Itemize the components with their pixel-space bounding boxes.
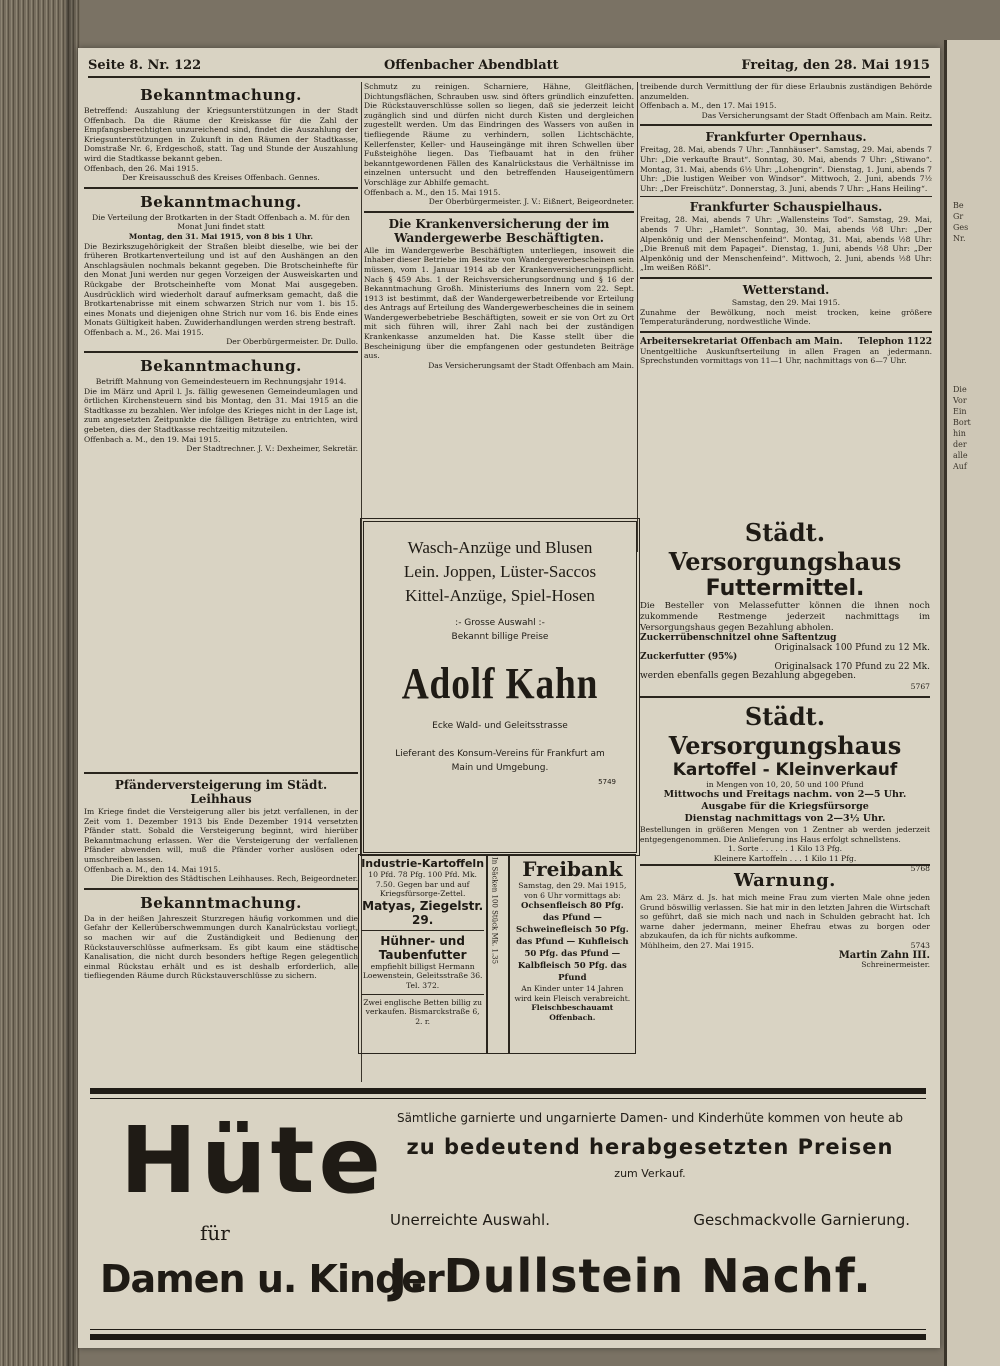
ad-title: Freibank — [522, 857, 623, 881]
ad-when: Dienstag nachmittags von 2—3½ Uhr. — [684, 813, 886, 825]
notice-body: Schmutz zu reinigen. Scharniere, Hähne, Gleitflächen, Dichtungsflächen, Schrauben usw. sind öfters gründlich einzufetten. Die Rückstauverschlüsse sollen so liegen, daß sie jederzeit leicht zugänglich sind und dürfen nicht durch Kisten und dergleichen zugestellt werden. Um das Eindringen des Wassers von außen in tiefliegende Räume zu verhindern, sollen Lichtschächte, Kellerfenster, Keller- und Hauseingänge mit ihren Schwellen über Fußsteighöhe liegen. Das Tiefbauamt hat in den früher bekanntgewordenen Fällen des Kanalrückstaus die Verhältnisse im einzelnen untersucht und den betreffenden Hauseigentümern Vorschläge zur Abhilfe gemacht. — [364, 82, 634, 187]
notice-signature-role: Schreinermeister. — [861, 960, 930, 970]
theater-title: Frankfurter Schauspielhaus. — [689, 200, 883, 215]
ad-line: Zuckerrübenschnitzel ohne Saftentzug — [640, 633, 837, 643]
ad-line: Kittel-Anzüge, Spiel-Hosen — [405, 586, 595, 605]
page-header — [88, 54, 930, 78]
page-edge-text: Ein — [953, 407, 967, 416]
notice-body: treibende durch Vermittlung der für diese Erlaubnis zuständigen Behörde anzumelden. — [640, 82, 932, 101]
notice-title: Bekanntmachung. — [140, 192, 302, 211]
column-rule — [637, 82, 638, 552]
page-edge-text: hin — [953, 429, 966, 438]
notice-signature: Martin Zahn III. — [838, 949, 930, 961]
notice-subtitle: Betrifft Mahnung von Gemeindesteuern im Rechnungsjahr 1914. — [95, 377, 347, 387]
ad-versorgungshaus — [640, 518, 930, 873]
notice-signature: Der Kreisausschuß des Kreises Offenbach. Gennes. — [122, 173, 320, 183]
ad-side-note — [487, 854, 508, 1054]
notice-signature: Das Versicherungsamt der Stadt Offenbach am Main. — [428, 360, 634, 370]
notice-title: Bekanntmachung. — [140, 86, 302, 104]
ad-body: Die Besteller von Melassefutter können die ihnen noch zukommende Restmenge jederzeit nachmittags im Versorgungshaus gegen Bezahlung abholen. — [640, 601, 930, 633]
ad-body: 10 Pfd. 78 Pfg. 100 Pfd. Mk. 7.50. Gegen bar und auf Kriegsfürsorge-Zettel. — [368, 870, 477, 899]
notice-signature: Die Direktion des Städtischen Leihhauses. Rech, Beigeordneter. — [110, 874, 358, 884]
column-1-lower — [84, 768, 358, 1108]
notice-date: Offenbach a. M., den 15. Mai 1915. — [364, 187, 501, 197]
notice-date: Offenbach, den 26. Mai 1915. — [84, 163, 199, 173]
notice-date: Mühlheim, den 27. Mai 1915. — [640, 940, 754, 950]
page-edge-text: Bort — [953, 418, 971, 427]
ad-line: in Mengen von 10, 20, 50 und 100 Pfund — [706, 779, 864, 789]
ad-title: Industrie-Kartoffeln — [361, 857, 485, 870]
ad-note: An Kinder unter 14 Jahren wird kein Fleisch verabreicht. — [514, 984, 631, 1003]
ad-right-note: Geschmackvolle Garnierung. — [693, 1211, 910, 1229]
header-title: Offenbacher Abendblatt — [383, 57, 559, 73]
ad-seller: Matyas, Ziegelstr. 29. — [362, 898, 484, 927]
ad-line: Bekannt billige Preise — [451, 632, 549, 642]
secretariat-heading — [640, 337, 932, 347]
theater-title: Frankfurter Opernhaus. — [705, 130, 867, 145]
notice-date: Offenbach a. M., 26. Mai 1915. — [84, 327, 204, 337]
ad-subtitle: Futtermittel. — [705, 576, 865, 601]
page-edge-text: Nr. — [953, 234, 966, 243]
notice-date: Offenbach a. M., den 19. Mai 1915. — [84, 434, 221, 444]
notice-date: Offenbach a. M., den 17. Mai 1915. — [640, 101, 777, 111]
weather-title: Wetterstand. — [742, 282, 830, 297]
ad-price: 1. Sorte . . . . . . 1 Kilo 13 Pfg. — [727, 844, 843, 854]
notice-warnung — [640, 860, 930, 970]
secretariat-title: Arbeitersekretariat Offenbach am Main. — [640, 336, 843, 347]
ad-company-name: Adolf Kahn — [401, 659, 599, 708]
ad-line: werden ebenfalls gegen Bezahlung abgegeben. — [640, 671, 857, 682]
ad-line: Wasch-Anzüge und Blusen — [407, 538, 593, 557]
page-edge-text: Vor — [953, 396, 967, 405]
secretariat-phone: Telephon 1122 — [857, 336, 932, 347]
notice-when: Montag, den 31. Mai 1915, von 8 bis 1 Uhr. — [128, 231, 314, 241]
ad-when: Mittwochs und Freitags nachm. von 2—5 Uhr. — [663, 789, 907, 801]
notice-body: Im Kriege findet die Versteigerung aller bis jetzt verfallenen, in der Zeit vom 1. Dezember 1913 bis Ende Dezember 1914 versetzten Pfänder statt. Sobald die Versteigerung beginnt, wird hierüber Bekanntmachung erlassen. Wer die Versteigerung der verfallenen Pfänder abwenden will, muß die Pfänder vorher auslösen oder umschreiben lassen. — [84, 807, 358, 864]
page-edge-text: Be — [953, 201, 964, 210]
notice-title: Bekanntmachung. — [140, 893, 302, 912]
page-edge-text: der — [953, 440, 967, 449]
notice-code: 5743 — [910, 940, 930, 950]
next-page-edge — [944, 40, 1000, 1366]
ad-body: Zwei englische Betten billig zu verkaufen. Bismarckstraße 6, 2. r. — [363, 997, 483, 1026]
theater-program: Freitag, 28. Mai, abends 7 Uhr: „Wallensteins Tod“. Samstag, 29. Mai, abends 7 Uhr: „Hamlet“. Sonntag, 30. Mai, abends ½8 Uhr: „Der Alpenkönig und der Menschenfeind“. Montag, 31. Mai, abends ½8 Uhr: „Die Brenuß mit dem Papagei“. Dienstag, 1. Juni, abends ½8 Uhr: „Der Alpenkönig und der Menschenfeind“. Mittwoch, 2. Juni, abends ½8 Uhr: „Im weißen Rößl“. — [640, 215, 932, 273]
ad-title: Hühner- und Taubenfutter — [378, 933, 467, 962]
ad-line: Originalsack 100 Pfund zu 12 Mk. — [774, 642, 930, 653]
page-edge-text: Die — [953, 385, 967, 394]
column-2 — [364, 82, 634, 542]
ad-line: Lein. Joppen, Lüster-Saccos — [403, 562, 597, 581]
notice-body: Da in der heißen Jahreszeit Sturzregen häufig vorkommen und die Gefahr der Kellerüberschwemmungen durch Kanalrückstau vorliegt, so machen wir auf die Zuständigkeit und Bedienung der Rückstauverschlüsse aufmerksam. Es gibt kaum eine städtische Kanalisation, die nicht durch besonders heftige Regen gelegentlich einmal Rückstau erhält und es ist deshalb erforderlich, alle tiefliegenden Räume durch Rückstauverschlüsse zu sichern. — [84, 913, 358, 981]
ad-freibank — [509, 854, 636, 1054]
column-3 — [640, 82, 932, 552]
column-1 — [84, 82, 358, 762]
page-edge-text: alle — [953, 451, 968, 460]
notice-body: Die Bezirkszugehörigkeit der Straßen bleibt dieselbe, wie bei der früheren Brotkartenverteilung und ist auf den Aushängen an den Anschlagsäulen nochmals bekannt gegeben. Die Brotscheinhefte für den Monat Juni werden nur gegen Vorzeigen der Ausweiskarten und Rückgabe der Brotscheinhefte vom Monat Mai ausgegeben. Ausdrücklich wird wiederholt darauf aufmerksam gemacht, daß die Brotkartenabrisse mit einem schwarzen Strich nur vom 1. bis 15. eines Monats und diejenigen ohne Strich nur vom 16. bis Ende eines Monats Gültigkeit haben. Zuwiderhandlungen werden streng bestraft. — [84, 241, 358, 328]
ad-kartoffeln — [358, 854, 487, 1054]
notice-body: Betreffend: Auszahlung der Kriegsunterstützungen in der Stadt Offenbach. Da die Räume der Kreiskasse für die Zahl der Empfangsberechtigten unzureichend sind, findet die Auszahlung der Kriegsunterstützungen in Zukunft in den Räumen der Stadtkasse, Domstraße Nr. 6, Erdgeschoß, statt. Tag und Stunde der Auszahlung wird die Stadtkasse bekannt geben. — [84, 106, 358, 163]
notice-title: Bekanntmachung. — [140, 357, 302, 376]
ad-title: Städt. Versorgungshaus — [668, 701, 902, 760]
ad-adolf-kahn — [360, 518, 640, 856]
notice-body: Alle im Wandergewerbe Beschäftigten unterliegen, insoweit die Inhaber dieser Betriebe im Besitze von Wandergewerbescheinen sein müssen, vom 1. Januar 1914 ab der Krankenversicherungspflicht. Nach § 459 Abs. 1 der Reichsversicherungsordnung und § 16 der Bekanntmachung Großh. Ministeriums des Innern vom 22. Sept. 1913 ist bestimmt, daß der Wandergewerbetreibende vor Erteilung des Antrags auf Erteilung des Wandergewerbescheines die in seinem Wandergewerbebetriebe Beschäftigten, soweit er sie von Ort zu Ort mit sich führen will, ihrer Zahl nach bei der zuständigen Krankenkasse anzumelden hat. Die Kasse stellt über die Bescheinigung über die empfangenen oder gestundeten Beiträge aus. — [364, 245, 634, 361]
notice-body: Die im März und April l. Js. fällig gewesenen Gemeindeumlagen und örtlichen Kirchensteuern sind bis Montag, den 31. Mai 1915 an die Stadtkasse zu bezahlen. Wer infolge des Krieges nicht in der Lage ist, zum angesetzten Zeitpunkte die fälligen Beträge zu entrichten, wird gebeten, dies der Stadtkasse rechtzeitig mitzuteilen. — [84, 386, 358, 435]
ad-line: :- Grosse Auswahl :- — [455, 618, 545, 628]
notice-signature: Der Oberbürgermeister. J. V.: Eißnert, Beigeordneter. — [428, 197, 634, 207]
ad-audience: Damen u. Kinder — [100, 1257, 444, 1301]
secretariat-body: Unentgeltliche Auskunftserteilung in allen Fragen an jedermann. Sprechstunden vormittags von 11—1 Uhr, nachmittags von 6—7 Uhr. — [640, 346, 932, 366]
theater-program: Freitag, 28. Mai, abends 7 Uhr: „Tannhäuser“. Samstag, 29. Mai, abends 7 Uhr: „Die verkaufte Braut“. Sonntag, 30. Mai, abends 7 Uhr: „Stiwano“. Montag, 31. Mai, abends 6½ Uhr: „Lohengrin“. Dienstag, 1. Juni, abends 7 Uhr: „Die lustigen Weiber von Windsor“. Mittwoch, 2. Juni, abends 7½ Uhr: „Der Freischütz“. Donnerstag, 3. Juni, abends 7 Uhr: „Hans Heiling“. — [640, 145, 932, 193]
ad-hute — [90, 1088, 926, 1340]
ad-signature: Fleischbeschauamt Offenbach. — [531, 1003, 614, 1022]
ad-big-title: Hüte — [120, 1107, 385, 1214]
ad-code: 5768 — [910, 863, 930, 873]
ad-when: Samstag, den 29. Mai 1915, von 6 Uhr vormittags ab: — [518, 881, 627, 900]
ad-address: Ecke Wald- und Geleitsstrasse — [432, 721, 568, 731]
ad-line: Lieferant des Konsum-Vereins für Frankfurt am Main und Umgebung. — [395, 749, 605, 773]
ad-body: empfiehlt billigst Hermann Loewenstein, Geleitsstraße 36. Tel. 372. — [362, 961, 483, 990]
ad-side-text: In Säcken 100 Stück Mk. 1.35 — [490, 857, 499, 965]
ad-fur: für — [200, 1221, 230, 1245]
ad-line: Originalsack 170 Pfund zu 22 Mk. — [774, 661, 930, 672]
ad-code: 5767 — [910, 681, 930, 691]
header-page-number: Seite 8. Nr. 122 — [88, 57, 202, 73]
ad-subtitle: Kartoffel - Kleinverkauf — [672, 759, 898, 780]
weather-forecast: Zunahme der Bewölkung, noch meist trocken, keine größere Temperaturänderung, nordwestliche Winde. — [640, 307, 932, 327]
page-edge-text: Ges — [953, 223, 969, 232]
notice-title: Die Krankenversicherung der im Wandergewerbe Beschäftigten. — [388, 216, 610, 245]
notice-subtitle: Die Verteilung der Brotkarten in der Stadt Offenbach a. M. für den Monat Juni findet statt — [92, 212, 350, 232]
ad-price: Kleinere Kartoffeln . . . 1 Kilo 11 Pfg. — [713, 853, 857, 863]
notice-signature: Der Stadtrechner. J. V.: Dexheimer, Sekretär. — [186, 444, 358, 454]
notice-body: Am 23. März d. Js. hat mich meine Frau zum vierten Male ohne jeden Grund böswillig verlassen. Sie hat mir in den letzten Jahren die Wirtschaft so geführt, daß sie mich nach und nach in Schulden gebracht hat. Ich warne daher jedermann, meiner Ehefrau etwas zu borgen oder abzukaufen, da ich für nichts aufkomme. — [640, 893, 930, 941]
ad-line: zum Verkauf. — [614, 1167, 686, 1180]
ad-items: Ochsenfleisch 80 Pfg. das Pfund — Schweinefleisch 50 Pfg. das Pfund — Kuhfleisch 50 Pfg. das Pfund — Kalbfleisch 50 Pfg. das Pfund — [515, 901, 629, 984]
ad-line: Zuckerfutter (95%) — [640, 652, 738, 663]
ad-left-note: Unerreichte Auswahl. — [390, 1211, 550, 1229]
newspaper-page — [78, 48, 940, 1348]
page-edge-text: Gr — [953, 212, 964, 221]
ad-code: 5749 — [598, 778, 616, 786]
ad-company-name: J. Dullstein Nachf. — [390, 1249, 872, 1303]
weather-date: Samstag, den 29. Mai 1915. — [731, 297, 841, 307]
notice-signature: Der Oberbürgermeister. Dr. Dullo. — [226, 337, 358, 347]
notice-date: Offenbach a. M., den 14. Mai 1915. — [84, 864, 221, 874]
ad-line: Ausgabe für die Kriegsfürsorge — [701, 801, 869, 813]
ad-line: Sämtliche garnierte und ungarnierte Damen- und Kinderhüte kommen von heute ab — [396, 1111, 904, 1125]
ad-title: Städt. Versorgungshaus — [668, 518, 902, 576]
page-edge-text: Auf — [953, 462, 967, 471]
ad-line: zu bedeutend herabgesetzten Preisen — [406, 1135, 894, 1159]
small-ads-row — [358, 854, 636, 1054]
notice-signature: Das Versicherungsamt der Stadt Offenbach am Main. Reitz. — [701, 110, 932, 120]
ad-body: Bestellungen in größeren Mengen von 1 Zentner ab werden jederzeit entgegengenommen. Die Anlieferung ins Haus erfolgt schnellstens. — [640, 825, 930, 844]
notice-title: Pfänderversteigerung im Städt. Leihhaus — [114, 778, 328, 806]
book-binding — [0, 0, 80, 1366]
header-date: Freitag, den 28. Mai 1915 — [741, 57, 930, 73]
notice-title: Warnung. — [734, 870, 836, 891]
